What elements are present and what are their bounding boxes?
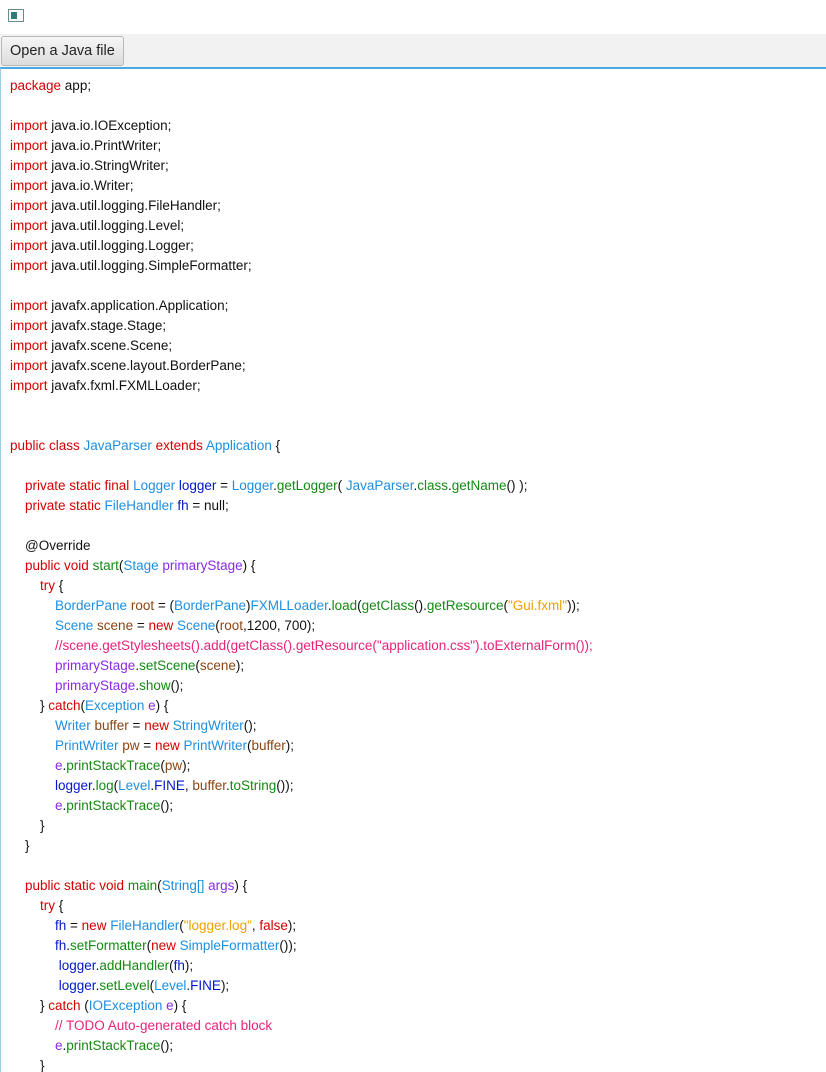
local-token: root xyxy=(130,598,155,613)
keyword-token: import xyxy=(10,118,48,133)
plain-token: javafx.application.Application; xyxy=(47,298,229,313)
local-token: scene xyxy=(97,618,134,633)
code-line xyxy=(10,396,593,416)
plain-token: . xyxy=(225,778,230,793)
plain-token: ( xyxy=(215,618,220,633)
plain-token xyxy=(10,738,55,753)
plain-token xyxy=(10,598,55,613)
code-line xyxy=(10,856,593,876)
plain-token: java.util.logging.Logger; xyxy=(47,238,194,253)
code-line xyxy=(10,216,593,236)
code-line xyxy=(10,336,593,356)
code-line xyxy=(10,596,593,616)
plain-token: ( xyxy=(246,738,252,753)
type-token: Logger xyxy=(231,478,274,493)
plain-token: ( xyxy=(146,938,152,953)
code-line xyxy=(10,756,593,776)
code-editor[interactable] xyxy=(0,67,826,1072)
plain-token: } xyxy=(10,698,49,713)
plain-token: . xyxy=(447,478,452,493)
method-token: start xyxy=(92,558,119,573)
plain-token: ,1200, 700); xyxy=(243,618,316,633)
plain-token: java.io.Writer; xyxy=(47,178,134,193)
method-token: log xyxy=(95,778,114,793)
plain-token xyxy=(10,978,59,993)
plain-token xyxy=(10,938,55,953)
plain-token xyxy=(10,1038,55,1053)
plain-token: { xyxy=(55,578,64,593)
method-token: getLogger xyxy=(276,478,338,493)
field-token: logger xyxy=(178,478,217,493)
plain-token: . xyxy=(95,978,100,993)
code-text xyxy=(10,76,593,1072)
plain-token: ); xyxy=(235,658,245,673)
type-token: Level xyxy=(154,978,187,993)
keyword-token: private static final xyxy=(25,478,134,493)
code-line xyxy=(10,156,593,176)
local-token: buffer xyxy=(192,778,226,793)
method-token: addHandler xyxy=(99,958,170,973)
type-token: String[] xyxy=(161,878,209,893)
variable-token: e xyxy=(55,798,63,813)
code-line xyxy=(10,636,593,656)
method-token: load xyxy=(331,598,358,613)
plain-token: ( xyxy=(160,758,165,773)
code-line xyxy=(10,1036,593,1056)
plain-token: ( xyxy=(503,598,508,613)
plain-token: ) { xyxy=(234,878,248,893)
plain-token: ( xyxy=(113,778,119,793)
plain-token: = ( xyxy=(154,598,174,613)
plain-token: java.util.logging.FileHandler; xyxy=(47,198,221,213)
plain-token: ); xyxy=(287,918,297,933)
plain-token xyxy=(10,758,55,773)
type-token: JavaParser xyxy=(345,478,414,493)
plain-token: app; xyxy=(61,78,92,93)
field-token: fh xyxy=(173,958,185,973)
plain-token: ); xyxy=(285,738,295,753)
method-token: show xyxy=(139,678,171,693)
method-token: toString xyxy=(229,778,277,793)
code-line xyxy=(10,696,593,716)
code-line xyxy=(10,436,593,456)
code-line xyxy=(10,716,593,736)
code-line xyxy=(10,736,593,756)
keyword-token: new xyxy=(144,718,173,733)
code-line xyxy=(10,816,593,836)
plain-token: javafx.fxml.FXMLLoader; xyxy=(47,378,201,393)
plain-token xyxy=(10,778,55,793)
keyword-token: import xyxy=(10,358,48,373)
variable-token: primaryStage xyxy=(162,558,243,573)
variable-token: e xyxy=(148,698,156,713)
plain-token: java.io.IOException; xyxy=(47,118,172,133)
keyword-token: import xyxy=(10,318,48,333)
plain-token: = xyxy=(133,618,149,633)
app-window-icon xyxy=(8,9,24,22)
keyword-token: try xyxy=(40,578,56,593)
field-token: fh xyxy=(55,918,67,933)
plain-token: ) { xyxy=(155,698,169,713)
code-line xyxy=(10,936,593,956)
plain-token: } xyxy=(10,998,49,1013)
keyword-token: import xyxy=(10,198,48,213)
plain-token: { xyxy=(55,898,64,913)
plain-token: = xyxy=(216,478,232,493)
plain-token: . xyxy=(186,978,191,993)
type-token: IOException xyxy=(88,998,167,1013)
code-line xyxy=(10,656,593,676)
plain-token: . xyxy=(135,678,140,693)
plain-token: (); xyxy=(170,678,184,693)
type-token: Level xyxy=(118,778,151,793)
method-token: printStackTrace xyxy=(66,758,161,773)
code-line xyxy=(10,116,593,136)
open-java-file-button[interactable]: Open a Java file xyxy=(1,36,124,66)
plain-token xyxy=(10,898,40,913)
toolbar xyxy=(0,34,826,68)
type-token: Writer xyxy=(55,718,95,733)
code-line xyxy=(10,676,593,696)
plain-token xyxy=(10,618,55,633)
plain-token: ( xyxy=(149,978,155,993)
keyword-token: public class xyxy=(10,438,84,453)
plain-token: ()); xyxy=(279,938,297,953)
code-line xyxy=(10,616,593,636)
plain-token: ); xyxy=(182,758,191,773)
field-token: FINE xyxy=(190,978,221,993)
plain-token: )); xyxy=(567,598,580,613)
comment-token: // TODO Auto-generated catch block xyxy=(55,1018,273,1033)
keyword-token: import xyxy=(10,238,48,253)
type-token: Logger xyxy=(133,478,179,493)
local-token: buffer xyxy=(251,738,286,753)
code-line xyxy=(10,796,593,816)
string-token: "logger.log" xyxy=(183,918,252,933)
plain-token: . xyxy=(62,1038,67,1053)
plain-token: . xyxy=(66,938,71,953)
type-token: Scene xyxy=(177,618,216,633)
code-line xyxy=(10,876,593,896)
plain-token: ( xyxy=(80,998,89,1013)
type-token: Application xyxy=(205,438,272,453)
method-token: main xyxy=(127,878,158,893)
code-line xyxy=(10,316,593,336)
method-token: getClass xyxy=(361,598,415,613)
code-line xyxy=(10,196,593,216)
field-token: logger xyxy=(58,978,96,993)
keyword-token: new xyxy=(148,618,177,633)
plain-token: . xyxy=(273,478,277,493)
keyword-token: import xyxy=(10,298,48,313)
plain-token: . xyxy=(62,758,67,773)
string-token: "Gui.fxml" xyxy=(507,598,568,613)
code-line xyxy=(10,896,593,916)
plain-token xyxy=(10,918,55,933)
plain-token: () ); xyxy=(506,478,528,493)
method-token: setLevel xyxy=(99,978,150,993)
plain-token: , xyxy=(251,918,260,933)
local-token: root xyxy=(219,618,244,633)
code-line xyxy=(10,456,593,476)
plain-token: javafx.stage.Stage; xyxy=(47,318,167,333)
plain-token xyxy=(10,498,25,513)
type-token: SimpleFormatter xyxy=(179,938,280,953)
code-line xyxy=(10,136,593,156)
plain-token: ) { xyxy=(242,558,256,573)
method-token: setScene xyxy=(139,658,196,673)
code-line xyxy=(10,256,593,276)
method-token: getName xyxy=(451,478,507,493)
variable-token: args xyxy=(208,878,235,893)
type-token: BorderPane xyxy=(173,598,247,613)
code-line xyxy=(10,956,593,976)
plain-token xyxy=(10,1018,55,1033)
code-line xyxy=(10,1016,593,1036)
plain-token: (); xyxy=(160,798,174,813)
code-line xyxy=(10,976,593,996)
plain-token xyxy=(10,878,25,893)
field-token: fh xyxy=(55,938,67,953)
plain-token: ); xyxy=(184,958,194,973)
local-token: pw xyxy=(164,758,183,773)
field-token: fh xyxy=(177,498,189,513)
plain-token: = null; xyxy=(188,498,229,513)
plain-token: ( xyxy=(195,658,200,673)
plain-token: ()); xyxy=(276,778,294,793)
code-line xyxy=(10,516,593,536)
local-token: scene xyxy=(199,658,236,673)
plain-token: } xyxy=(10,1058,45,1072)
keyword-token: import xyxy=(10,338,48,353)
plain-token: (); xyxy=(160,1038,174,1053)
plain-token: . xyxy=(413,478,418,493)
variable-token: e xyxy=(55,758,63,773)
keyword-token: import xyxy=(10,378,48,393)
keyword-token: try xyxy=(40,898,56,913)
keyword-token: new xyxy=(154,738,184,753)
type-token: PrintWriter xyxy=(183,738,247,753)
type-token: FileHandler xyxy=(104,498,178,513)
keyword-token: private static xyxy=(25,498,105,513)
plain-token: = xyxy=(139,738,155,753)
plain-token: . xyxy=(62,798,67,813)
local-token: buffer xyxy=(94,718,129,733)
keyword-token: import xyxy=(10,218,48,233)
code-line xyxy=(10,1056,593,1072)
plain-token: = xyxy=(66,918,82,933)
plain-token xyxy=(10,958,59,973)
method-token: getResource xyxy=(426,598,504,613)
code-line xyxy=(10,556,593,576)
code-line xyxy=(10,576,593,596)
code-line xyxy=(10,176,593,196)
keyword-token: import xyxy=(10,158,48,173)
variable-token: primaryStage xyxy=(55,678,136,693)
plain-token xyxy=(10,558,25,573)
plain-token: java.io.StringWriter; xyxy=(47,158,169,173)
type-token: StringWriter xyxy=(172,718,244,733)
plain-token: java.util.logging.Level; xyxy=(47,218,185,233)
plain-token xyxy=(10,678,55,693)
keyword-token: extends xyxy=(155,438,206,453)
type-token: PrintWriter xyxy=(55,738,123,753)
code-line xyxy=(10,236,593,256)
plain-token: ); xyxy=(220,978,230,993)
plain-token: { xyxy=(271,438,281,453)
method-token: class xyxy=(417,478,448,493)
plain-token: javafx.scene.Scene; xyxy=(47,338,173,353)
plain-token: } xyxy=(10,818,45,833)
method-token: printStackTrace xyxy=(66,798,161,813)
keyword-token: catch xyxy=(48,698,81,713)
type-token: FXMLLoader xyxy=(250,598,328,613)
keyword-token: new xyxy=(81,918,111,933)
plain-token: java.io.PrintWriter; xyxy=(47,138,162,153)
plain-token xyxy=(10,478,25,493)
code-line xyxy=(10,776,593,796)
code-line xyxy=(10,76,593,96)
code-line xyxy=(10,836,593,856)
plain-token: (); xyxy=(243,718,257,733)
plain-token: ( xyxy=(179,918,184,933)
plain-token: java.util.logging.SimpleFormatter; xyxy=(47,258,252,273)
method-token: setFormatter xyxy=(70,938,147,953)
keyword-token: import xyxy=(10,258,48,273)
code-line xyxy=(10,276,593,296)
plain-token xyxy=(10,658,55,673)
type-token: FileHandler xyxy=(110,918,180,933)
type-token: JavaParser xyxy=(83,438,156,453)
code-line xyxy=(10,536,593,556)
field-token: logger xyxy=(58,958,96,973)
plain-token: ) { xyxy=(173,998,187,1013)
plain-token: . xyxy=(327,598,332,613)
code-line xyxy=(10,916,593,936)
variable-token: e xyxy=(55,1038,63,1053)
type-token: Exception xyxy=(85,698,149,713)
plain-token: ) xyxy=(246,598,251,613)
code-line xyxy=(10,996,593,1016)
plain-token: } xyxy=(10,838,30,853)
field-token: logger xyxy=(55,778,92,793)
plain-token xyxy=(10,798,55,813)
type-token: Scene xyxy=(55,618,98,633)
code-line xyxy=(10,296,593,316)
plain-token: . xyxy=(150,778,155,793)
plain-token: (). xyxy=(414,598,427,613)
plain-token: = xyxy=(128,718,145,733)
plain-token: ( xyxy=(118,558,124,573)
local-token: pw xyxy=(122,738,140,753)
code-line xyxy=(10,496,593,516)
keyword-token: import xyxy=(10,138,48,153)
plain-token xyxy=(10,578,40,593)
plain-token: javafx.scene.layout.BorderPane; xyxy=(47,358,246,373)
field-token: FINE xyxy=(154,778,185,793)
plain-token: , xyxy=(184,778,193,793)
keyword-token: new xyxy=(151,938,180,953)
keyword-token: public static void xyxy=(25,878,128,893)
plain-token: . xyxy=(91,778,96,793)
plain-token xyxy=(10,638,55,653)
variable-token: primaryStage xyxy=(55,658,136,673)
plain-token: . xyxy=(95,958,100,973)
method-token: printStackTrace xyxy=(66,1038,161,1053)
plain-token: @Override xyxy=(10,538,91,553)
keyword-token: public void xyxy=(25,558,93,573)
plain-token: ( xyxy=(157,878,162,893)
code-line xyxy=(10,356,593,376)
keyword-token: import xyxy=(10,178,48,193)
plain-token: ( xyxy=(337,478,346,493)
plain-token xyxy=(10,718,55,733)
plain-token: ( xyxy=(169,958,174,973)
comment-token: //scene.getStylesheets().add(getClass().getResource("application.css").toExternalForm()); xyxy=(55,638,593,653)
type-token: BorderPane xyxy=(55,598,131,613)
plain-token: ( xyxy=(80,698,86,713)
code-line xyxy=(10,96,593,116)
plain-token: ( xyxy=(357,598,362,613)
variable-token: e xyxy=(166,998,174,1013)
code-line xyxy=(10,376,593,396)
keyword-token: package xyxy=(10,78,62,93)
type-token: Stage xyxy=(123,558,163,573)
keyword-token: catch xyxy=(48,998,81,1013)
title-bar xyxy=(0,0,826,34)
code-line xyxy=(10,416,593,436)
keyword-token: false xyxy=(259,918,288,933)
plain-token: . xyxy=(135,658,140,673)
code-line xyxy=(10,476,593,496)
